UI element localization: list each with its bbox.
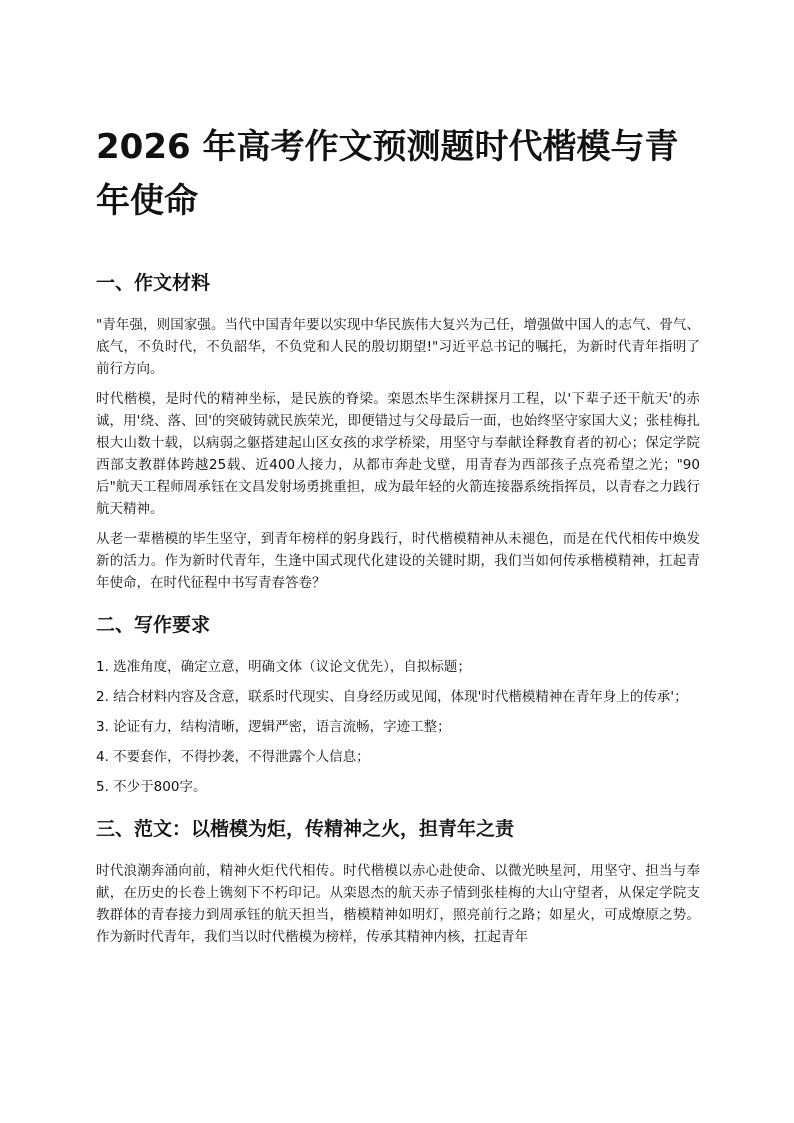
section-heading-material: 一、作文材料 bbox=[96, 272, 211, 294]
section-heading-essay: 三、范文：以楷模为炬，传精神之火，担青年之责 bbox=[96, 818, 515, 840]
material-paragraph-1: "青年强，则国家强。当代中国青年要以实现中华民族伟大复兴为己任，增强做中国人的志气、骨气、底气，不负时代，不负韶华，不负党和人民的殷切期望!"习近平总书记的嘱托，为新时代青年指明了前行方向。 bbox=[96, 317, 700, 377]
material-paragraph-2: 时代楷模，是时代的精神坐标，是民族的脊梁。栾恩杰毕生深耕探月工程，以'下辈子还干航天'的赤诚，用'绕、落、回'的突破铸就民族荣光，即便错过与父母最后一面，也始终坚守家国大义；张桂梅扎根大山数十载，以病弱之躯搭建起山区女孩的求学桥梁，用坚守与奉献诠释教育者的初心；保定学院西部支教群体跨越25载、近400人接力，从都市奔赴戈壁，用青春为西部孩子点亮希望之光；"90后"航天工程师周承钰在文昌发射场勇挑重担，成为最年轻的火箭连接器系统指挥员，以青春之力践行航天精神。 bbox=[96, 391, 700, 517]
section-heading-requirements: 二、写作要求 bbox=[96, 614, 211, 636]
essay-paragraph-1: 时代浪潮奔涌向前，精神火炬代代相传。时代楷模以赤心赴使命、以微光映星河，用坚守、担当与奉献，在历史的长卷上镌刻下不朽印记。从栾恩杰的航天赤子情到张桂梅的大山守望者，从保定学院支教群体的青春接力到周承钰的航天担当，楷模精神如明灯，照亮前行之路；如星火，可成燎原之势。作为新时代青年，我们当以时代楷模为榜样，传承其精神内核，扛起青年 bbox=[96, 863, 700, 945]
requirements-list bbox=[96, 656, 700, 798]
requirement-item-3: 3. 论证有力，结构清晰，逻辑严密，语言流畅，字迹工整； bbox=[96, 719, 451, 735]
document-title: 2026 年高考作文预测题时代楷模与青年使命 bbox=[96, 127, 679, 221]
requirement-item-1: 1. 选准角度，确定立意，明确文体（议论文优先），自拟标题； bbox=[96, 659, 471, 675]
document-page bbox=[96, 120, 700, 956]
material-paragraph-3: 从老一辈楷模的毕生坚守，到青年榜样的躬身践行，时代楷模精神从未褪色，而是在代代相传中焕发新的活力。作为新时代青年，生逢中国式现代化建设的关键时期，我们当如何传承楷模精神，扛起青年使命，在时代征程中书写青春答卷？ bbox=[96, 531, 700, 591]
requirement-item-5: 5. 不少于800字。 bbox=[96, 779, 207, 795]
requirement-item-2: 2. 结合材料内容及含意，联系时代现实、自身经历或见闻，体现'时代楷模精神在青年身上的传承'； bbox=[96, 689, 688, 705]
requirement-item-4: 4. 不要套作，不得抄袭，不得泄露个人信息； bbox=[96, 749, 370, 765]
